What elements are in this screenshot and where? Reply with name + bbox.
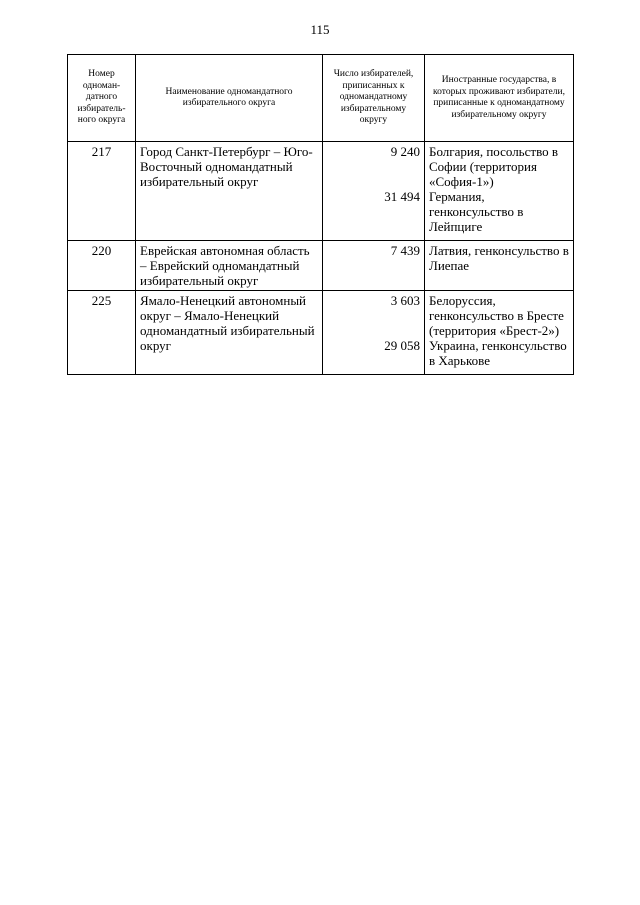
districts-table — [67, 54, 574, 375]
page-number: 115 — [310, 22, 330, 37]
header-foreign-countries: Иностранные государства, в которых проживают избиратели, приписанные к одномандатному избирательному округу — [425, 55, 574, 142]
district-number: 225 — [68, 291, 136, 375]
district-number: 217 — [68, 142, 136, 241]
header-district-name: Наименование одномандатного избирательного округа — [136, 55, 323, 142]
voter-count-cell — [323, 142, 425, 241]
table-row — [68, 241, 574, 291]
foreign-country: Германия, генконсульство в Лейпциге — [429, 189, 524, 234]
foreign-country: Белоруссия, генконсульство в Бресте (территория «Брест-2») — [429, 293, 564, 338]
table-row — [68, 142, 574, 241]
table-header-row — [68, 55, 574, 142]
voter-count: 29 058 — [384, 338, 420, 353]
voter-count: 3 603 — [390, 293, 420, 308]
foreign-country: Латвия, генконсульство в Лиепае — [429, 243, 569, 273]
table-row — [68, 291, 574, 375]
district-name: Город Санкт-Петербург – Юго-Восточный одномандатный избирательный округ — [136, 142, 323, 241]
header-voter-count: Число избирателей, приписанных к одномандатному избирательному округу — [323, 55, 425, 142]
foreign-country-cell — [425, 241, 574, 291]
district-number: 220 — [68, 241, 136, 291]
foreign-country-cell — [425, 142, 574, 241]
voter-count-cell — [323, 241, 425, 291]
foreign-country-cell — [425, 291, 574, 375]
district-name: Ямало-Ненецкий автономный округ – Ямало-Ненецкий одномандатный избирательный округ — [136, 291, 323, 375]
foreign-country: Украина, генконсульство в Харькове — [429, 338, 567, 368]
voter-count-cell — [323, 291, 425, 375]
foreign-country: Болгария, посольство в Софии (территория «София-1») — [429, 144, 559, 189]
voter-count: 9 240 — [390, 144, 420, 159]
voter-count: 7 439 — [390, 243, 420, 258]
voter-count: 31 494 — [384, 189, 420, 204]
district-name: Еврейская автономная область – Еврейский одномандатный избирательный округ — [136, 241, 323, 291]
header-district-number: Номер одноман-датного избиратель-ного округа — [68, 55, 136, 142]
